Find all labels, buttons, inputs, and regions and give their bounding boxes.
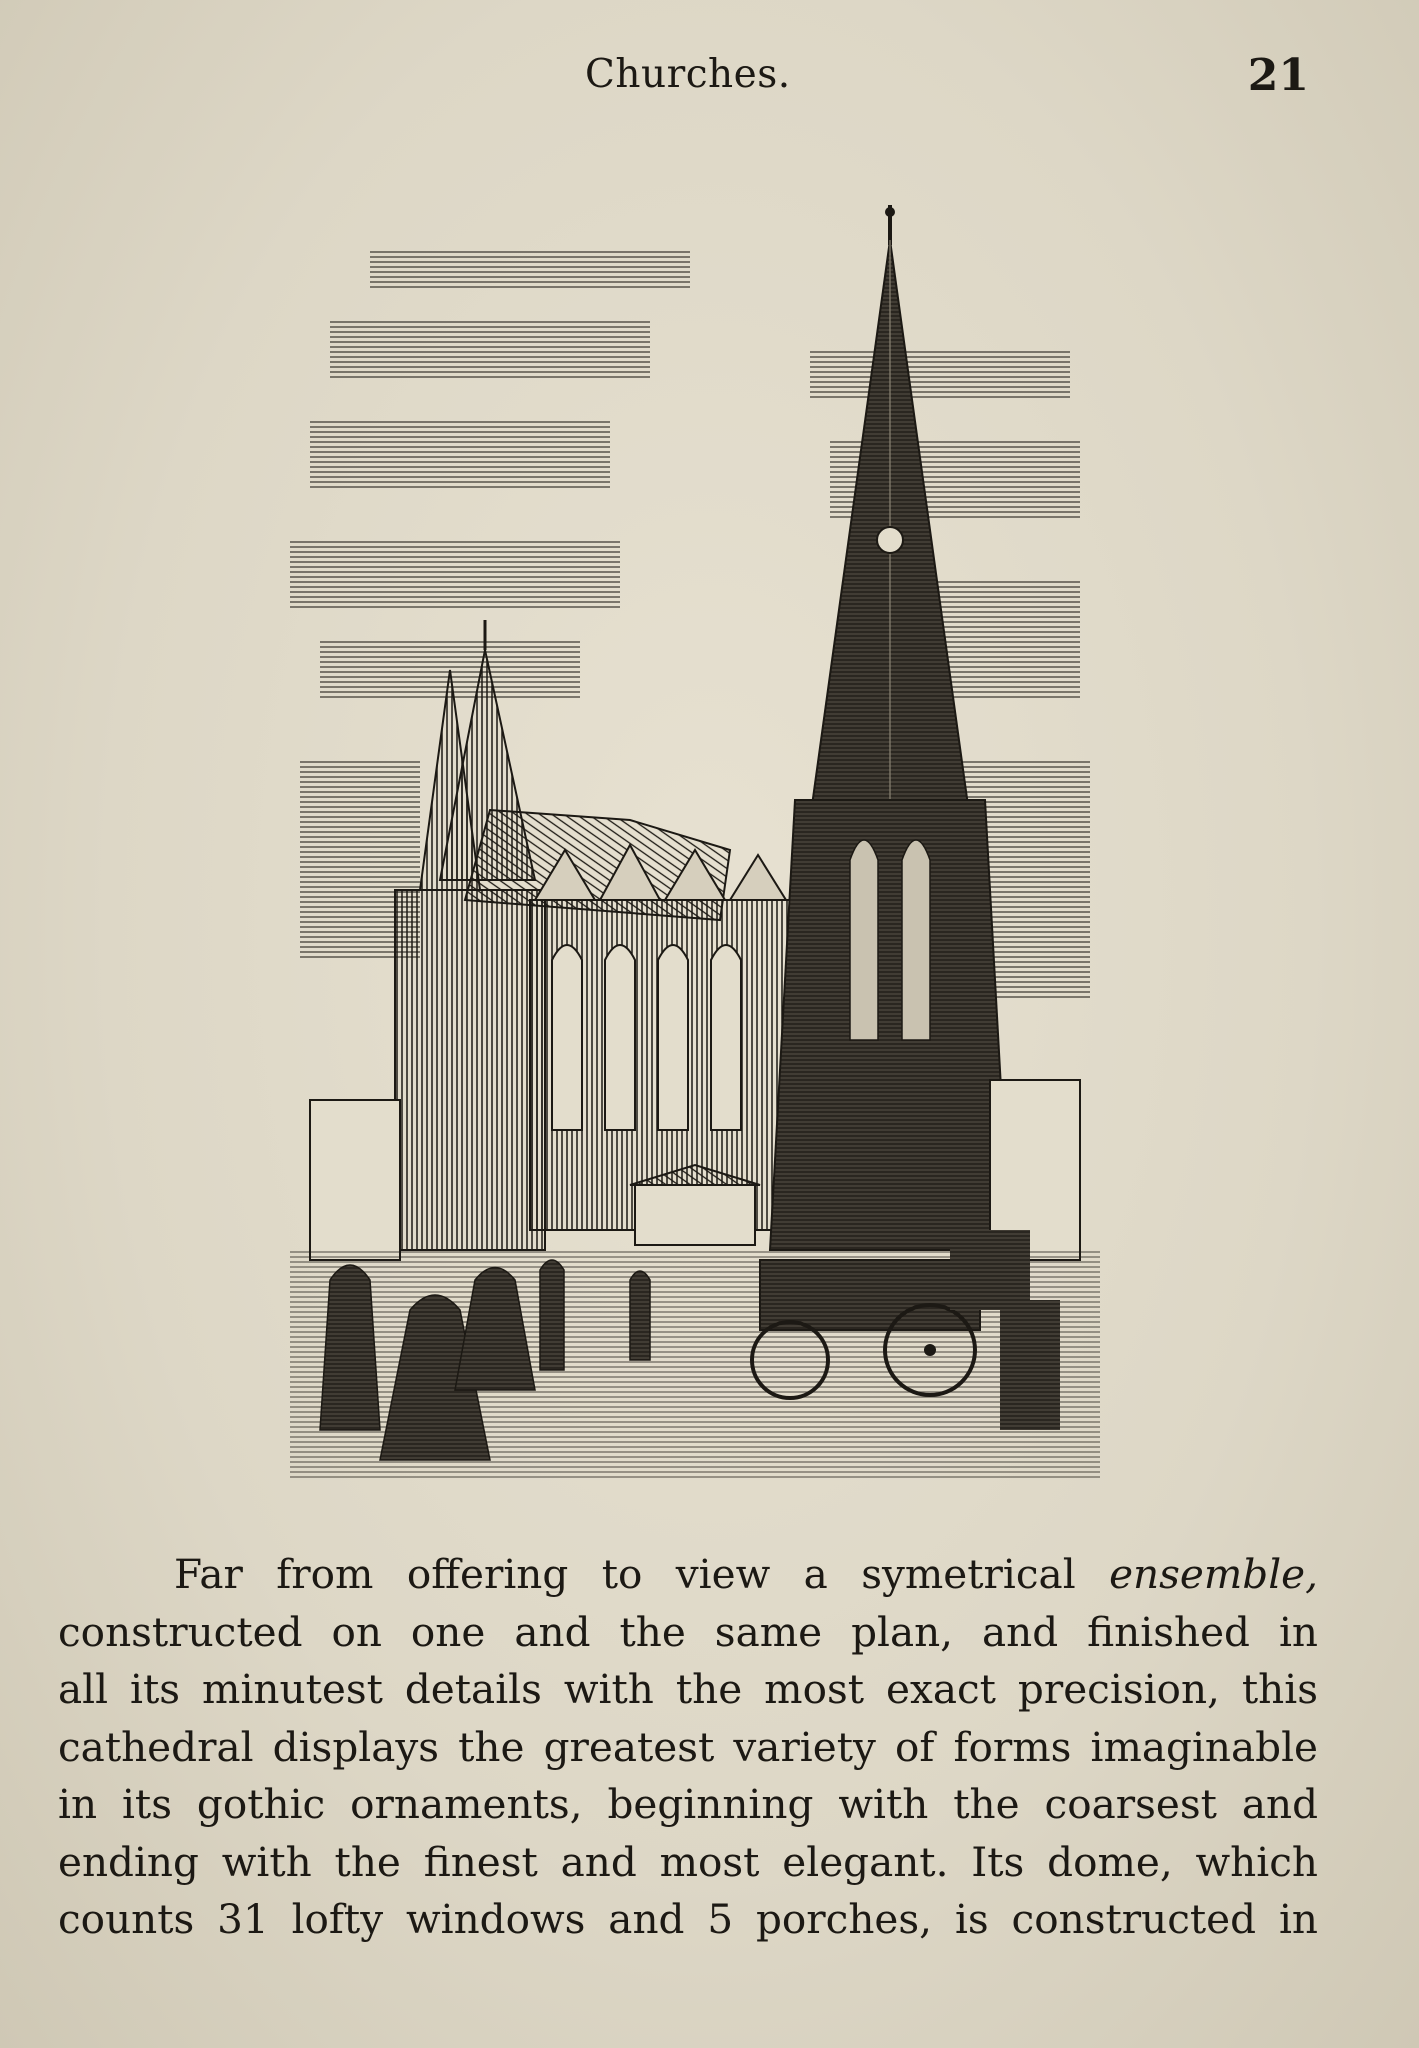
left-towers — [395, 620, 545, 1250]
cathedral-engraving — [290, 200, 1100, 1480]
italic-term: ensemble, — [1109, 1550, 1318, 1598]
text-span: Far from offering to view a symetrical — [174, 1550, 1076, 1598]
text-line: cathedral displays the greatest variety of forms imaginable — [58, 1722, 1318, 1771]
page-number: 21 — [1247, 50, 1309, 101]
page-title: Churches. — [585, 52, 791, 97]
text-line: counts 31 lofty windows and 5 porches, is constructed in — [58, 1895, 1318, 1943]
running-head — [0, 52, 1419, 112]
text-line — [58, 1546, 1318, 1604]
text-line: constructed on one and the same plan, and finished in — [58, 1607, 1318, 1656]
nave-body — [530, 845, 790, 1230]
text-line: all its minutest details with the most exact precision, this — [58, 1665, 1318, 1713]
cathedral-engraving-svg — [290, 200, 1100, 1480]
text-line: ending with the finest and most elegant. Its dome, which — [58, 1837, 1318, 1886]
text-line: in its gothic ornaments, beginning with the coarsest and — [58, 1780, 1318, 1828]
body-paragraph — [58, 1546, 1318, 1949]
